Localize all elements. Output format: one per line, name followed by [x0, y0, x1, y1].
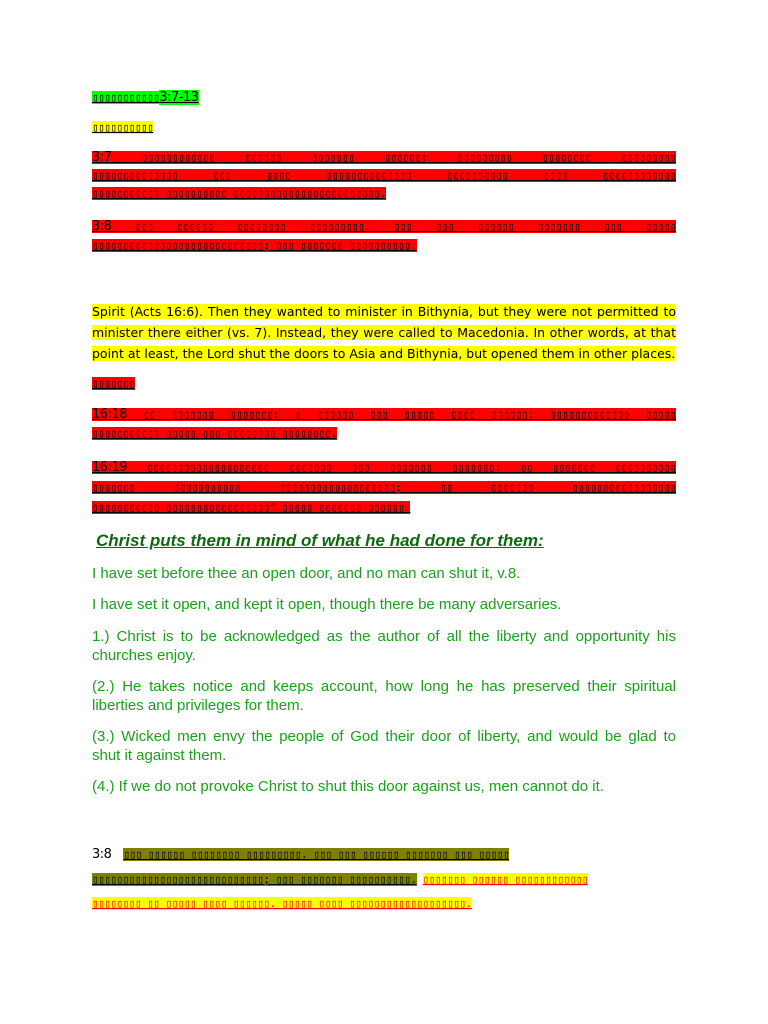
verse-number: 3:7: [92, 150, 112, 165]
verse-text-red: ▯▯▯▯▯▯▯▯ ▯▯ ▯▯▯▯▯ ▯▯▯▯ ▯▯▯▯▯▯. ▯▯▯▯▯ ▯▯▯▯ ▯▯▯▯▯▯▯▯▯▯▯▯▯▯▯▯▯▯▯.: [92, 897, 472, 910]
verse-text: ▯▯▯▯▯▯▯▯▯▯▯ ▯▯▯▯▯▯▯▯▯▯▯▯▯▯▯▯▯" ▯▯▯▯▯ ▯▯▯▯▯▯▯ ▯▯▯▯▯▯.: [92, 501, 411, 514]
spirit-text: minister there either (vs. 7). Instead, they were called to Macedonia. In other words, at that: [92, 325, 676, 340]
verse-text: ▯▯▯▯▯▯▯▯▯▯▯ ▯▯▯▯▯ ▯▯▯ ▯▯▯▯▯▯▯▯ ▯▯▯▯▯▯▯▯.: [92, 427, 337, 440]
verse-text: ▯▯▯▯▯▯▯ ▯▯▯▯▯▯▯▯▯▯▯ ▯▯▯▯▯▯▯▯▯▯▯▯▯▯▯▯▯▯▯; ▯▯ ▯▯▯▯▯▯▯ ▯▯▯▯▯▯▯▯▯▯▯▯▯▯▯▯▯: [92, 481, 676, 494]
spirit-line-3: [92, 344, 676, 363]
green-line-3: 1.) Christ is to be acknowledged as the author of all the liberty and opportunity his: [92, 628, 676, 645]
verse-16-18-line-2: [92, 424, 676, 443]
bottom-verse-line-1: [92, 845, 676, 864]
green-line-6: liberties and privileges for them.: [92, 697, 304, 714]
green-line-1: I have set before thee an open door, and no man can shut it, v.8.: [92, 565, 521, 582]
verse-number: 3:8: [92, 219, 112, 234]
verse-text: ▯▯▯▯▯▯▯▯▯▯▯▯▯▯▯▯▯▯▯▯▯▯▯▯▯▯▯▯; ▯▯▯ ▯▯▯▯▯▯▯ ▯▯▯▯▯▯▯▯▯▯.: [92, 873, 417, 886]
verse-3-8-line-2: [92, 236, 676, 255]
verse-text: ▯▯ ▯▯▯▯▯▯▯ ▯▯▯▯▯▯▯: ▯ ▯▯▯▯▯▯ ▯▯▯ ▯▯▯▯▯ ▯▯▯▯ ▯▯▯▯▯▯: ▯▯▯▯▯▯▯▯▯▯▯▯▯ ▯▯▯▯▯: [142, 408, 676, 421]
subtitle-text: ▯▯▯▯▯▯▯▯▯▯: [92, 121, 154, 134]
verse-text: ▯▯▯▯▯▯▯▯▯▯▯ ▯▯▯▯▯▯▯▯▯▯ ▯▯▯▯▯▯▯▯▯▯▯▯▯▯▯▯▯▯▯▯▯▯▯▯.: [92, 187, 386, 200]
verse-16-19-line-3: [92, 498, 676, 517]
title-prefix: ▯▯▯▯▯▯▯▯▯▯▯: [92, 91, 160, 104]
verse-3-8-line-1: [92, 217, 676, 236]
verse-text-red: ▯▯▯▯▯▯▯ ▯▯▯▯▯▯ ▯▯▯▯▯▯▯▯▯▯▯▯: [422, 873, 588, 886]
green-line-9: (4.) If we do not provoke Christ to shut this door against us, men cannot do it.: [92, 778, 604, 795]
green-line-7: (3.) Wicked men envy the people of God their door of liberty, and would be glad to: [92, 728, 676, 745]
title-reference: 3:7-13: [159, 90, 199, 105]
acts-label-text: ▯▯▯▯▯▯▯: [92, 377, 135, 390]
green-line-2: I have set it open, and kept it open, though there be many adversaries.: [92, 596, 562, 613]
green-line-8: shut it against them.: [92, 747, 227, 764]
section-heading: Christ puts them in mind of what he had done for them:: [96, 531, 544, 550]
bottom-verse-line-3: [92, 894, 676, 913]
verse-number: 16:19: [92, 460, 127, 475]
document-subtitle: [92, 118, 676, 137]
verse-3-7-line-2: [92, 166, 676, 185]
document-title: [92, 88, 676, 107]
verse-3-7-line-3: [92, 184, 676, 203]
verse-text: ▯▯▯ ▯▯▯▯▯▯ ▯▯▯▯▯▯▯▯ ▯▯▯▯▯▯▯▯▯. ▯▯▯ ▯▯▯ ▯▯▯▯▯▯ ▯▯▯▯▯▯▯ ▯▯▯ ▯▯▯▯▯: [123, 848, 510, 861]
verse-16-19-line-1: [92, 458, 676, 477]
verse-number: 16:18: [92, 407, 127, 422]
verse-text: ▯▯▯▯▯▯▯▯▯▯▯▯ ▯▯▯▯▯▯ ▯▯▯▯▯▯▯ ▯▯▯▯▯▯: ▯▯▯▯▯▯▯▯▯ ▯▯▯▯▯▯▯▯ ▯▯▯▯▯▯▯▯▯: [141, 151, 676, 164]
acts-label: [92, 374, 676, 393]
verse-text: ▯▯▯▯▯▯▯▯▯▯▯▯▯▯ ▯▯▯ ▯▯▯▯ ▯▯▯▯▯▯▯▯▯▯▯▯▯▯ ▯▯▯▯▯▯▯▯▯▯ ▯▯▯▯ ▯▯▯▯▯▯▯▯▯▯▯▯: [92, 169, 676, 182]
verse-text: ▯▯▯ ▯▯▯▯▯▯ ▯▯▯▯▯▯▯▯ ▯▯▯▯▯▯▯▯▯. ▯▯▯ ▯▯▯ ▯▯▯▯▯▯ ▯▯▯▯▯▯▯ ▯▯▯ ▯▯▯▯▯: [134, 220, 676, 233]
verse-16-19-line-2: [92, 478, 676, 497]
verse-number: 3:8: [92, 847, 112, 862]
verse-text: ▯▯▯▯▯▯▯▯▯▯▯▯▯▯▯▯▯▯▯▯▯▯▯▯▯▯▯▯; ▯▯▯ ▯▯▯▯▯▯▯ ▯▯▯▯▯▯▯▯▯▯.: [92, 239, 417, 252]
green-line-5: (2.) He takes notice and keeps account, how long he has preserved their spiritual: [92, 678, 676, 695]
green-line-4: churches enjoy.: [92, 647, 196, 664]
spirit-line-2: [92, 323, 676, 342]
verse-16-18-line-1: [92, 405, 676, 424]
spirit-line-1: [92, 302, 676, 321]
bottom-verse-line-2: [92, 870, 676, 889]
spirit-text: Spirit (Acts 16:6). Then they wanted to minister in Bithynia, but they were not permitted to: [92, 304, 676, 319]
verse-3-7-line-1: [92, 148, 676, 167]
spirit-text: point at least, the Lord shut the doors to Asia and Bithynia, but opened them in other places.: [92, 346, 676, 361]
verse-text: ▯▯▯▯▯▯▯▯▯▯▯▯▯▯▯▯▯▯▯▯ ▯▯▯▯▯▯▯ ▯▯▯ ▯▯▯▯▯▯▯ ▯▯▯▯▯▯▯: ▯▯ ▯▯▯▯▯▯▯ ▯▯▯▯▯▯▯▯▯▯: [146, 461, 676, 474]
